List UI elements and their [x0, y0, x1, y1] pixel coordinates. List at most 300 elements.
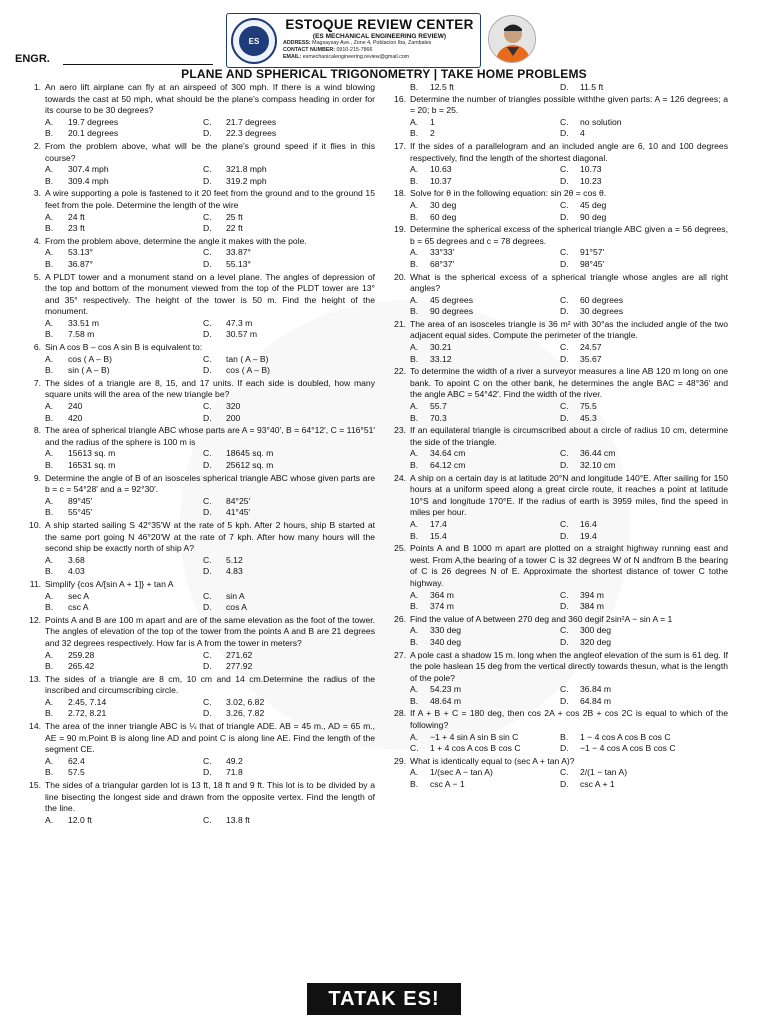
- option-text: 18645 sq. m: [226, 448, 274, 459]
- option-letter: A.: [45, 211, 54, 222]
- option-letter: D.: [560, 128, 569, 139]
- center-name: ESTOQUE REVIEW CENTER: [285, 17, 474, 32]
- answer-options: [410, 625, 728, 648]
- answer-option[interactable]: [203, 259, 363, 271]
- answer-option[interactable]: [45, 164, 203, 176]
- answer-option[interactable]: [560, 342, 720, 354]
- question-text: What is identically equal to (sec A + tan A)?: [410, 755, 575, 766]
- option-text: 1 − 4 cos A cos B cos C: [580, 731, 671, 742]
- question-item: [394, 649, 728, 708]
- answer-option[interactable]: [410, 531, 560, 543]
- option-text: 13.8 ft: [226, 814, 250, 825]
- footer-badge: TATAK ES!: [307, 983, 461, 1015]
- option-letter: C.: [560, 401, 569, 412]
- option-text: 48.64 m: [430, 695, 462, 706]
- answer-option[interactable]: [560, 117, 720, 129]
- option-letter: A.: [410, 199, 419, 210]
- option-text: 364 m: [430, 589, 454, 600]
- answer-option[interactable]: [410, 413, 560, 425]
- question-number: 22.: [394, 366, 406, 377]
- option-text: 10.63: [430, 164, 452, 175]
- question-text: A pole cast a shadow 15 m. long when the angleof elevation of the sum is 61 deg. If the pole haslean 15 deg from the vertical directly towards thesun, what is the length of the pole?: [410, 649, 728, 683]
- option-letter: A.: [410, 448, 419, 459]
- answer-option[interactable]: [45, 354, 203, 366]
- answer-options: [410, 200, 728, 223]
- option-letter: D.: [203, 460, 212, 470]
- option-text: 91°57′: [580, 247, 605, 258]
- question-text: If A + B + C = 180 deg, then cos 2A + cos 2B + cos 2C is equal to which of the following?: [410, 708, 728, 731]
- question-text: Simplify {cos A/[sin A + 1]} + tan A: [45, 578, 174, 589]
- question-number: 3.: [33, 188, 41, 199]
- answer-option[interactable]: [560, 295, 720, 307]
- answer-options: [410, 448, 728, 471]
- option-letter: C.: [203, 696, 212, 707]
- answer-option[interactable]: [203, 661, 363, 673]
- answer-option[interactable]: [203, 401, 363, 413]
- option-letter: A.: [410, 247, 419, 258]
- answer-option[interactable]: [45, 591, 203, 603]
- answer-option[interactable]: [410, 767, 560, 779]
- option-letter: D.: [560, 743, 569, 754]
- answer-option[interactable]: [45, 566, 203, 578]
- option-text: 7.58 m: [68, 329, 95, 340]
- answer-options: [45, 650, 375, 673]
- option-letter: B.: [410, 353, 419, 364]
- option-text: −1 − 4 cos A cos B cos C: [580, 743, 676, 754]
- question-number: 11.: [29, 578, 41, 589]
- instructor-avatar: [488, 15, 536, 63]
- answer-options: [45, 117, 375, 140]
- option-letter: B.: [45, 175, 54, 186]
- answer-option[interactable]: [560, 696, 720, 708]
- option-text: sec A: [68, 590, 90, 601]
- answer-option[interactable]: [560, 732, 720, 744]
- option-letter: D.: [560, 175, 569, 186]
- option-letter: B.: [410, 412, 419, 423]
- option-text: 300 deg: [580, 625, 612, 636]
- option-text: 49.2: [226, 755, 243, 766]
- option-letter: A.: [45, 696, 54, 707]
- answer-option[interactable]: [560, 200, 720, 212]
- question-item: [29, 614, 375, 673]
- answer-option[interactable]: [45, 212, 203, 224]
- question-item: [394, 472, 728, 543]
- option-text: 2/(1 − tan A): [580, 767, 628, 778]
- answer-option[interactable]: [45, 247, 203, 259]
- question-number: 4.: [33, 235, 41, 246]
- option-letter: C.: [203, 755, 212, 766]
- engr-label: ENGR.: [15, 53, 50, 65]
- answer-option[interactable]: [410, 743, 560, 755]
- answer-option[interactable]: [45, 365, 203, 377]
- answer-option[interactable]: [203, 413, 363, 425]
- option-text: 420: [68, 412, 83, 423]
- answer-options: [45, 555, 375, 578]
- option-text: 240: [68, 401, 83, 412]
- option-letter: C.: [560, 625, 569, 636]
- answer-option[interactable]: [410, 601, 560, 613]
- option-text: 33.87°: [226, 247, 251, 258]
- question-text: Find the value of A between 270 deg and 360 degif 2sin²A − sin A = 1: [410, 613, 673, 624]
- question-item: [394, 425, 728, 471]
- answer-option[interactable]: [45, 176, 203, 188]
- option-text: no solution: [580, 116, 622, 127]
- option-text: 62.4: [68, 755, 85, 766]
- answer-option[interactable]: [203, 650, 363, 662]
- answer-option[interactable]: [410, 696, 560, 708]
- question-text: Determine the angle of B of an isosceles spherical triangle ABC whose given parts are b = c = 54°28′ and a = 92°30′.: [45, 472, 375, 495]
- option-text: 16.4: [580, 518, 597, 529]
- question-item: [394, 543, 728, 613]
- name-blank[interactable]: [63, 64, 213, 65]
- option-letter: A.: [45, 353, 54, 364]
- option-text: 33°33′: [430, 247, 455, 258]
- option-letter: B.: [45, 223, 54, 234]
- answer-option[interactable]: [203, 708, 363, 720]
- answer-option[interactable]: [560, 176, 720, 188]
- answer-option[interactable]: [45, 661, 203, 673]
- answer-option[interactable]: [560, 413, 720, 425]
- answer-option[interactable]: [45, 767, 203, 779]
- answer-option[interactable]: [560, 82, 720, 94]
- answer-option[interactable]: [410, 732, 560, 744]
- answer-option[interactable]: [410, 82, 560, 94]
- option-letter: B.: [410, 695, 419, 706]
- answer-options: [45, 496, 375, 519]
- answer-option[interactable]: [560, 519, 720, 531]
- question-text: Determine the number of triangles possible withthe given parts: A = 126 degrees; a = 20; b = 25.: [410, 93, 728, 116]
- option-text: 11.5 ft: [580, 82, 604, 92]
- question-number: 6.: [33, 342, 41, 353]
- question-number: 25.: [394, 543, 406, 554]
- answer-option[interactable]: [203, 164, 363, 176]
- option-text: 16531 sq. m: [68, 460, 116, 470]
- question-item: [394, 613, 728, 649]
- answer-option[interactable]: [410, 259, 560, 271]
- answer-option[interactable]: [203, 128, 363, 140]
- answer-option[interactable]: [560, 448, 720, 460]
- option-letter: A.: [45, 814, 54, 825]
- answer-option[interactable]: [560, 684, 720, 696]
- option-letter: D.: [560, 601, 569, 612]
- option-text: 10.23: [580, 175, 602, 186]
- answer-option[interactable]: [203, 318, 363, 330]
- answer-option[interactable]: [203, 555, 363, 567]
- option-text: 4: [580, 128, 585, 139]
- answer-option[interactable]: [410, 637, 560, 649]
- answer-option[interactable]: [560, 637, 720, 649]
- option-letter: A.: [410, 767, 419, 778]
- answer-option[interactable]: [560, 625, 720, 637]
- option-text: 33.51 m: [68, 317, 100, 328]
- page-title: PLANE AND SPHERICAL TRIGONOMETRY | TAKE HOME PROBLEMS: [181, 67, 587, 81]
- option-text: 321.8 mph: [226, 164, 267, 175]
- question-number: 29.: [394, 755, 406, 766]
- question-number: 14.: [29, 721, 41, 732]
- option-text: 36.87°: [68, 258, 93, 269]
- option-text: 320: [226, 401, 241, 412]
- option-text: 340 deg: [430, 636, 462, 647]
- answer-option[interactable]: [203, 223, 363, 235]
- option-text: 25 ft: [226, 211, 243, 222]
- answer-option[interactable]: [410, 625, 560, 637]
- answer-option[interactable]: [203, 591, 363, 603]
- answer-option[interactable]: [203, 756, 363, 768]
- answer-option[interactable]: [203, 602, 363, 614]
- answer-option[interactable]: [45, 507, 203, 519]
- answer-option[interactable]: [410, 128, 560, 140]
- question-number: 8.: [33, 425, 41, 436]
- answer-option[interactable]: [410, 295, 560, 307]
- option-letter: C.: [203, 401, 212, 412]
- option-letter: B.: [45, 329, 54, 340]
- option-text: 47.3 m: [226, 317, 253, 328]
- review-center-header: [226, 13, 481, 68]
- answer-option[interactable]: [410, 401, 560, 413]
- answer-option[interactable]: [410, 164, 560, 176]
- answer-option[interactable]: [203, 460, 363, 472]
- answer-option[interactable]: [410, 117, 560, 129]
- answer-option[interactable]: [410, 342, 560, 354]
- answer-options: [410, 684, 728, 707]
- question-number: 24.: [394, 472, 406, 483]
- question-text: A ship started sailing S 42°35′W at the rate of 5 kph. After 2 hours, ship B started at the same port going N 46°20′W at the rate of 7 kph. After how many hours will the second ship be exactly north of ship A?: [45, 519, 375, 554]
- answer-option[interactable]: [560, 212, 720, 224]
- option-text: 23 ft: [68, 223, 85, 234]
- option-text: 200: [226, 412, 241, 423]
- answer-option[interactable]: [45, 496, 203, 508]
- option-letter: C.: [203, 116, 212, 127]
- right-column: [394, 82, 728, 792]
- option-letter: B.: [410, 601, 419, 612]
- answer-option[interactable]: [410, 519, 560, 531]
- center-email: EMAIL: esmechanicalengineering.review@gmail.com: [283, 54, 410, 60]
- option-text: 10.37: [430, 175, 452, 186]
- option-letter: C.: [560, 294, 569, 305]
- option-text: 54.23 m: [430, 684, 462, 695]
- option-letter: A.: [410, 342, 419, 353]
- question-number: 12.: [29, 614, 41, 625]
- answer-option[interactable]: [410, 460, 560, 472]
- question-item: [394, 188, 728, 223]
- answer-option[interactable]: [203, 365, 363, 377]
- option-text: 36.84 m: [580, 684, 612, 695]
- answer-option[interactable]: [203, 767, 363, 779]
- option-text: 32.10 cm: [580, 460, 616, 470]
- question-text: The sides of a triangle are 8, 15, and 17 units. If each side is doubled, how many square units will the area of the new triangle be?: [45, 377, 375, 400]
- option-letter: D.: [203, 661, 212, 672]
- answer-option[interactable]: [45, 117, 203, 129]
- option-text: 64.12 cm: [430, 460, 466, 470]
- option-text: 30 degrees: [580, 306, 624, 317]
- question-number: 20.: [394, 271, 406, 282]
- option-letter: A.: [410, 164, 419, 175]
- answer-option[interactable]: [45, 460, 203, 472]
- option-letter: B.: [410, 128, 419, 139]
- question-text: Sin A cos B – cos A sin B is equivalent to:: [45, 342, 203, 353]
- question-number: 10.: [29, 519, 41, 530]
- option-text: 36.44 cm: [580, 448, 616, 459]
- answer-option[interactable]: [45, 318, 203, 330]
- answer-option[interactable]: [203, 176, 363, 188]
- option-letter: C.: [203, 164, 212, 175]
- answer-option[interactable]: [560, 128, 720, 140]
- option-text: 89°45′: [68, 495, 93, 506]
- option-letter: D.: [203, 412, 212, 423]
- answer-option[interactable]: [203, 329, 363, 341]
- question-item: [33, 271, 375, 342]
- option-letter: A.: [410, 401, 419, 412]
- option-letter: D.: [203, 329, 212, 340]
- answer-option[interactable]: [203, 815, 363, 827]
- answer-options: [45, 401, 375, 424]
- answer-option[interactable]: [45, 413, 203, 425]
- answer-option[interactable]: [45, 555, 203, 567]
- option-letter: C.: [560, 767, 569, 778]
- answer-option[interactable]: [560, 531, 720, 543]
- answer-option[interactable]: [560, 601, 720, 613]
- answer-option[interactable]: [45, 602, 203, 614]
- answer-option[interactable]: [45, 708, 203, 720]
- question-number: 5.: [33, 271, 41, 282]
- center-contact: CONTACT NUMBER: 0910-215-7866: [283, 47, 373, 53]
- option-text: 1/(sec A − tan A): [430, 767, 493, 778]
- answer-option[interactable]: [45, 128, 203, 140]
- answer-option[interactable]: [203, 247, 363, 259]
- option-text: 17.4: [430, 518, 447, 529]
- answer-option[interactable]: [560, 354, 720, 366]
- answer-options: [410, 164, 728, 187]
- option-letter: B.: [45, 460, 54, 470]
- option-letter: A.: [410, 294, 419, 305]
- option-text: 53.13°: [68, 247, 93, 258]
- option-letter: A.: [410, 731, 419, 742]
- option-letter: C.: [410, 743, 419, 754]
- option-letter: D.: [560, 258, 569, 269]
- option-letter: D.: [560, 306, 569, 317]
- answer-option[interactable]: [410, 684, 560, 696]
- answer-option[interactable]: [45, 329, 203, 341]
- answer-option[interactable]: [203, 697, 363, 709]
- option-text: 35.67: [580, 353, 602, 364]
- question-number: 28.: [394, 708, 406, 719]
- question-item: [29, 519, 375, 578]
- question-item: [33, 188, 375, 234]
- answer-option[interactable]: [45, 223, 203, 235]
- answer-options: [45, 318, 375, 341]
- option-text: 68°37′: [430, 258, 455, 269]
- option-text: 34.64 cm: [430, 448, 466, 459]
- option-letter: C.: [203, 590, 212, 601]
- question-text: A ship on a certain day is at latitude 20°N and longitude 140°E. After sailing for 150 hours at a uniform speed along a great circle route, it reaches a point at latitude 10°S and longitude 170°E. If the radius of earth is 3959 miles, find the speed in miles per hour.: [410, 472, 728, 518]
- left-column: [29, 82, 375, 827]
- option-letter: A.: [45, 247, 54, 258]
- answer-option[interactable]: [560, 259, 720, 271]
- option-letter: B.: [410, 460, 419, 470]
- option-text: 30.21: [430, 342, 452, 353]
- answer-option[interactable]: [203, 566, 363, 578]
- answer-option[interactable]: [203, 354, 363, 366]
- option-letter: A.: [45, 448, 54, 459]
- center-address: ADDRESS: Magsaysay Ave., Zone 4, Poblacion Iba, Zambales: [283, 40, 432, 46]
- answer-option[interactable]: [410, 779, 560, 791]
- question-item: [394, 140, 728, 187]
- option-text: tan ( A – B): [226, 353, 269, 364]
- question-number: 9.: [33, 472, 41, 483]
- option-letter: D.: [203, 602, 212, 613]
- option-text: 19.7 degrees: [68, 116, 119, 127]
- answer-option[interactable]: [560, 306, 720, 318]
- answer-option[interactable]: [560, 767, 720, 779]
- answer-option[interactable]: [203, 496, 363, 508]
- answer-option[interactable]: [410, 200, 560, 212]
- answer-option[interactable]: [45, 756, 203, 768]
- option-letter: C.: [560, 342, 569, 353]
- answer-options: [410, 342, 728, 365]
- answer-option[interactable]: [410, 247, 560, 259]
- answer-option[interactable]: [203, 448, 363, 460]
- option-letter: C.: [560, 518, 569, 529]
- answer-option[interactable]: [560, 743, 720, 755]
- option-text: 57.5: [68, 767, 85, 778]
- option-text: 3.68: [68, 554, 85, 565]
- option-text: 70.3: [430, 412, 447, 423]
- answer-option[interactable]: [560, 247, 720, 259]
- answer-option[interactable]: [203, 117, 363, 129]
- question-text: The area of the inner triangle ABC is ¼ that of triangle ADE. AB = 45 m., AD = 65 m., AE = 90 m.Point B is along line AD and point C is along line AE. Find the length of the segment CE.: [45, 721, 375, 755]
- option-text: 45 degrees: [430, 294, 474, 305]
- option-letter: A.: [45, 649, 54, 660]
- answer-option[interactable]: [560, 401, 720, 413]
- logo-text: ES: [239, 26, 269, 56]
- answer-option[interactable]: [410, 354, 560, 366]
- option-letter: B.: [45, 767, 54, 778]
- option-text: 71.8: [226, 767, 243, 778]
- answer-option[interactable]: [45, 448, 203, 460]
- answer-option[interactable]: [560, 779, 720, 791]
- answer-option[interactable]: [45, 401, 203, 413]
- option-letter: C.: [560, 116, 569, 127]
- answer-option[interactable]: [45, 815, 203, 827]
- answer-option[interactable]: [203, 212, 363, 224]
- answer-option[interactable]: [560, 164, 720, 176]
- answer-option[interactable]: [45, 697, 203, 709]
- option-text: 374 m: [430, 601, 454, 612]
- answer-option[interactable]: [410, 306, 560, 318]
- answer-option[interactable]: [410, 448, 560, 460]
- answer-options: [45, 164, 375, 187]
- answer-option[interactable]: [560, 460, 720, 472]
- option-text: 319.2 mph: [226, 175, 267, 186]
- answer-option[interactable]: [45, 650, 203, 662]
- option-letter: A.: [45, 755, 54, 766]
- question-item: [394, 755, 728, 791]
- option-text: 84°25′: [226, 495, 251, 506]
- option-text: 15.4: [430, 530, 447, 541]
- answer-option[interactable]: [410, 176, 560, 188]
- option-letter: C.: [203, 554, 212, 565]
- answer-option[interactable]: [203, 507, 363, 519]
- answer-option[interactable]: [410, 590, 560, 602]
- option-text: 3.02, 6.82: [226, 696, 265, 707]
- answer-option[interactable]: [560, 590, 720, 602]
- option-text: sin A: [226, 590, 245, 601]
- option-letter: B.: [410, 82, 419, 92]
- option-text: 1: [430, 116, 435, 127]
- question-item: [33, 342, 375, 377]
- answer-option[interactable]: [410, 212, 560, 224]
- answer-option[interactable]: [45, 259, 203, 271]
